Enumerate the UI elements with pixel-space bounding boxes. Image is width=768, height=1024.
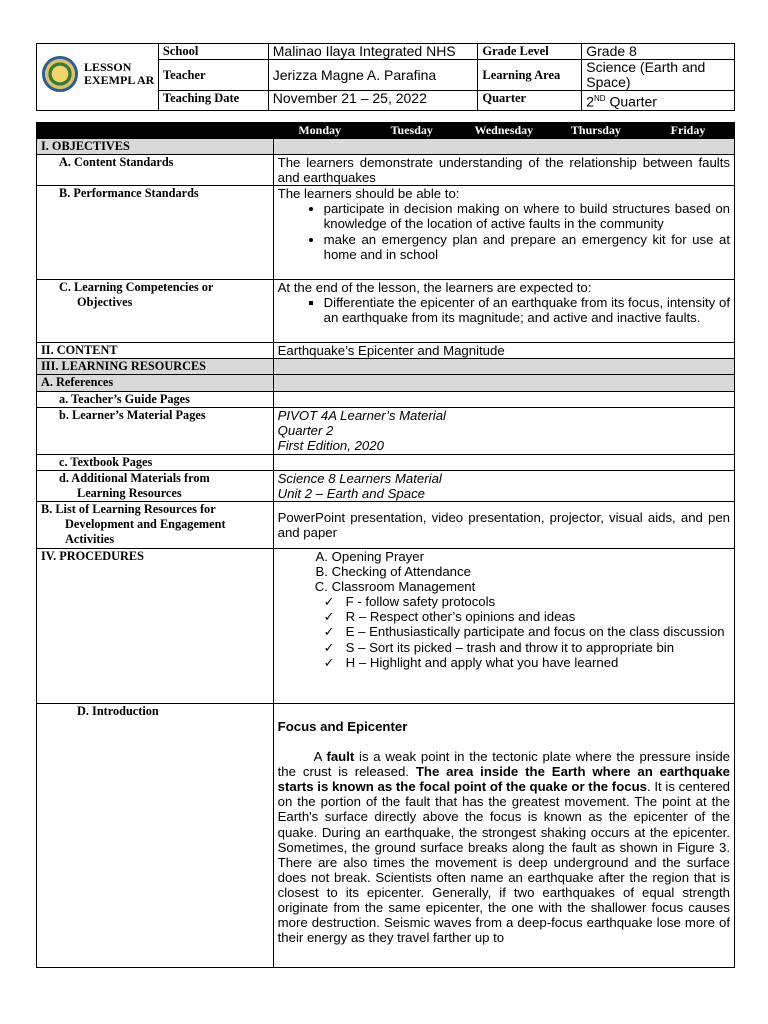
quarter-value: 2ND Quarter [582,91,735,111]
learner-material-line: First Edition, 2020 [277,437,384,453]
list-item: • make an emergency plan and prepare an emergency kit for use at home and in school [324,232,730,262]
day-monday: Monday [298,123,342,137]
teaching-date-label: Teaching Date [158,91,268,111]
references-label: A. References [37,375,274,391]
logo-text: LESSON EXEMPL AR [84,60,155,87]
days-header-row [37,123,735,139]
lesson-table [36,122,735,968]
check-item: ✓ F - follow safety protocols [346,594,730,609]
teacher-value: Jerizza Magne A. Parafina [268,60,478,91]
teaching-date-value: November 21 – 25, 2022 [268,91,478,111]
performance-list [278,201,730,261]
content-text: Earthquake’s Epicenter and Magnitude [273,343,734,359]
grade-level-label: Grade Level [478,44,582,60]
content-standards-text: The learners demonstrate understanding of the relationship between faults and earthquakes [273,155,734,186]
quarter-label: Quarter [478,91,582,111]
classroom-rules-list [278,594,730,669]
competency-list [278,295,730,325]
day-friday: Friday [670,123,706,137]
learning-area-value: Science (Earth and Space) [582,60,735,91]
resource-list-label: B. List of Learning Resources for [41,501,216,516]
check-item: ✓ H – Highlight and apply what you have learned [346,655,730,670]
resource-list-label-3: Activities [65,532,115,547]
introduction-title: Focus and Epicenter [277,718,408,734]
deped-seal-icon [42,56,78,92]
resources-heading: III. LEARNING RESOURCES [37,359,274,375]
introduction-label: D. Introduction [77,703,159,718]
school-value: Malinao Ilaya Integrated NHS [268,44,478,60]
check-item: ✓ E – Enthusiastically participate and focus on the class discussion [346,624,730,639]
additional-materials-label-2: Learning Resources [77,485,182,500]
competencies-label: C. Learning Competencies or [59,280,214,295]
additional-materials-label: d. Additional Materials from [59,470,210,485]
check-item: ✓ S – Sort its picked – trash and throw it to appropriate bin [346,640,730,655]
performance-standards-label: B. Performance Standards [59,186,199,201]
list-item: B. Checking of Attendance [332,564,730,579]
list-item: • participate in decision making on where to build structures based on knowledge of the location of active faults in the community [324,201,730,231]
procedures-list [278,549,730,594]
content-heading: II. CONTENT [37,343,274,359]
list-item: ▪ Differentiate the epicenter of an earthquake from its focus, intensity of an earthquake from its magnitude; and active and inactive faults. [324,295,730,325]
competencies-label-2: Objectives [77,295,133,310]
procedures-heading: IV. PROCEDURES [37,548,274,703]
additional-material-line: Unit 2 – Earth and Space [277,485,425,501]
check-item: ✓ R – Respect other’s opinions and ideas [346,609,730,624]
objectives-heading: I. OBJECTIVES [37,139,274,155]
logo-cell [37,44,159,111]
learner-material-line: Quarter 2 [277,422,334,438]
resource-list-label-2: Development and Engagement [65,517,226,532]
list-item: A. Opening Prayer [332,549,730,564]
teacher-guide-label: a. Teacher’s Guide Pages [59,391,190,406]
list-item: C. Classroom Management [332,579,730,594]
performance-intro: The learners should be able to: [277,186,460,202]
textbook-label: c. Textbook Pages [59,454,153,469]
learner-material-label: b. Learner’s Material Pages [59,407,206,422]
additional-material-line: Science 8 Learners Material [277,470,442,486]
day-wednesday: Wednesday [474,123,534,137]
teacher-label: Teacher [158,60,268,91]
learning-area-label: Learning Area [478,60,582,91]
resource-list-text: PowerPoint presentation, video presentation, projector, visual aids, and pen and paper [273,501,734,548]
content-standards-label: A. Content Standards [59,155,174,170]
school-label: School [158,44,268,60]
day-thursday: Thursday [570,123,621,137]
learner-material-line: PIVOT 4A Learner’s Material [277,407,446,423]
day-tuesday: Tuesday [390,123,433,137]
grade-level-value: Grade 8 [582,44,735,60]
competency-intro: At the end of the lesson, the learners are expected to: [277,280,592,296]
header-table [36,43,735,111]
introduction-paragraph: A fault is a weak point in the tectonic plate where the pressure inside the crust is released. The area inside the Earth where an earthquake starts is known as the focal point of the quake or the focus. It is centered on the portion of the fault that has the greatest movement. The point at the Earth's surface directly above the focus is known as the epicenter of the quake. During an earthquake, the strongest shaking occurs at the epicenter. Sometimes, the ground surface breaks along the fault as shown in Figure 3. There are also times the movement is deep underground and the surface does not break. Scientists often name an earthquake after the region that is closest to its epicenter. Generally, if two earthquakes of equal strength originate from the same epicenter, the one with the shallower focus causes more destruction. Seismic waves from a deep-focus earthquake lose more of their energy as they travel farther up to [277,749,731,946]
